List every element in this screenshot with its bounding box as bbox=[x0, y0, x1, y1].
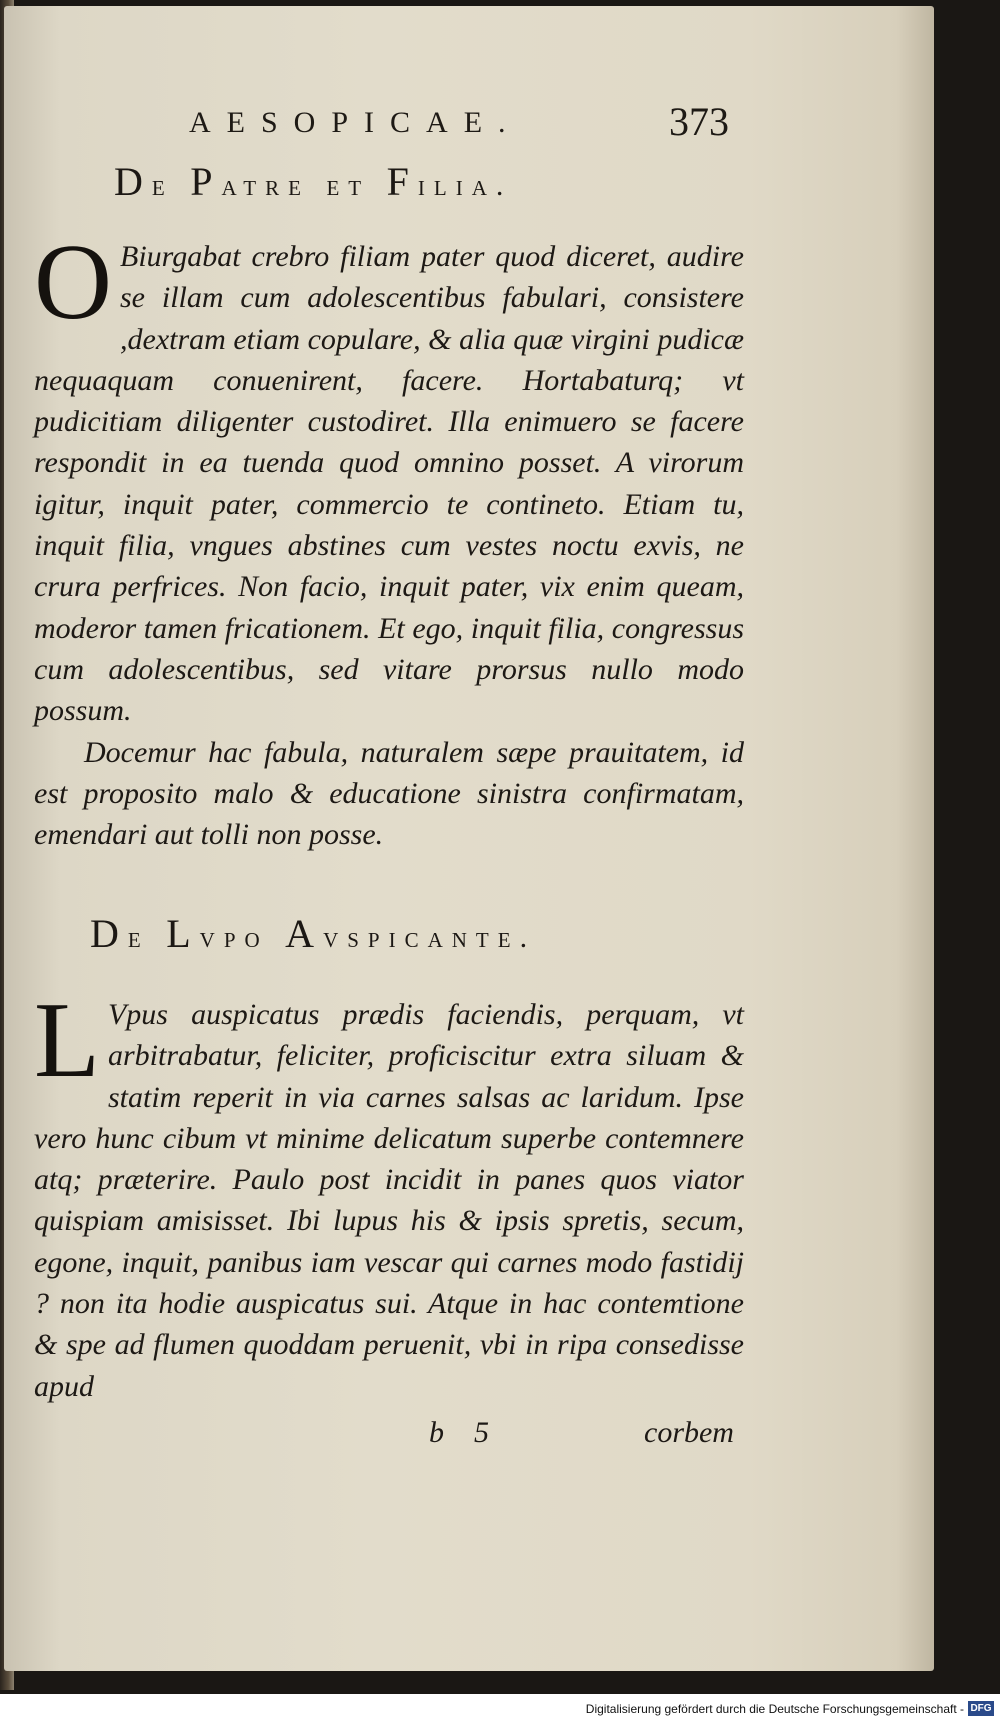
fable-title-de-lupo-auspicante: De Lvpo Avspicante. bbox=[90, 911, 537, 956]
fable-1-text bbox=[34, 223, 744, 855]
signature-number: 5 bbox=[474, 1416, 489, 1449]
footer-credit: Digitalisierung gefördert durch die Deutsche Forschungsgemeinschaft - bbox=[585, 1702, 964, 1716]
page-number: 373 bbox=[669, 99, 729, 144]
signature-line bbox=[4, 1416, 934, 1456]
catchword: corbem bbox=[644, 1416, 734, 1449]
fable-1-moral: Docemur hac fabula, naturalem sæpe prauitatem, id est proposito malo & educatione sinistra confirmatam, emendari aut tolli non posse. bbox=[34, 735, 744, 852]
running-title: AESOPICAE. bbox=[189, 106, 522, 139]
drop-cap: O bbox=[34, 223, 112, 342]
book-page bbox=[4, 6, 934, 1671]
digitization-footer bbox=[0, 1694, 1000, 1726]
drop-cap: L bbox=[34, 981, 100, 1100]
fable-title-de-patre-et-filia: De Patre et Filia. bbox=[114, 159, 513, 204]
fable-1-body: Biurgabat crebro filiam pater quod diceret, audire se illam cum adolescentibus fabulari, consistere ,dextram etiam copulare, & alia quæ virgini pudicæ nequaquam conuenirent, facere. Hortabaturq; vt pudicitiam diligenter custodiret. Illa enimuero se facere respondit in ea tuenda quod omnino posset. A virorum igitur, inquit pater, commercio te contineto. Etiam tu, inquit filia, vngues abstines cum vestes noctu exvis, ne crura perfrices. Non facio, inquit pater, vix enim queam, moderor tamen fricationem. Et ego, inquit filia, congressus cum adolescentibus, sed vitare prorsus nullo modo possum. bbox=[34, 240, 744, 728]
fable-2-text bbox=[34, 981, 744, 1407]
signature-letter: b bbox=[429, 1416, 444, 1449]
running-head bbox=[4, 99, 934, 152]
dfg-logo-icon: DFG bbox=[968, 1701, 994, 1716]
fable-2-body: Vpus auspicatus prædis faciendis, perquam, vt arbitrabatur, feliciter, proficiscitur extra siluam & statim reperit in via carnes salsas ac laridum. Ipse vero hunc cibum vt minime delicatum superbe contemnere atq; præterire. Paulo post incidit in panes quos viator quispiam amisisset. Ibi lupus his & ipsis spretis, secum, egone, inquit, panibus iam vescar qui carnes modo fastidij ? non ita hodie auspicatus sui. Atque in hac contemtione & spe ad flumen quoddam peruenit, vbi in ripa consedisse apud bbox=[34, 998, 744, 1403]
